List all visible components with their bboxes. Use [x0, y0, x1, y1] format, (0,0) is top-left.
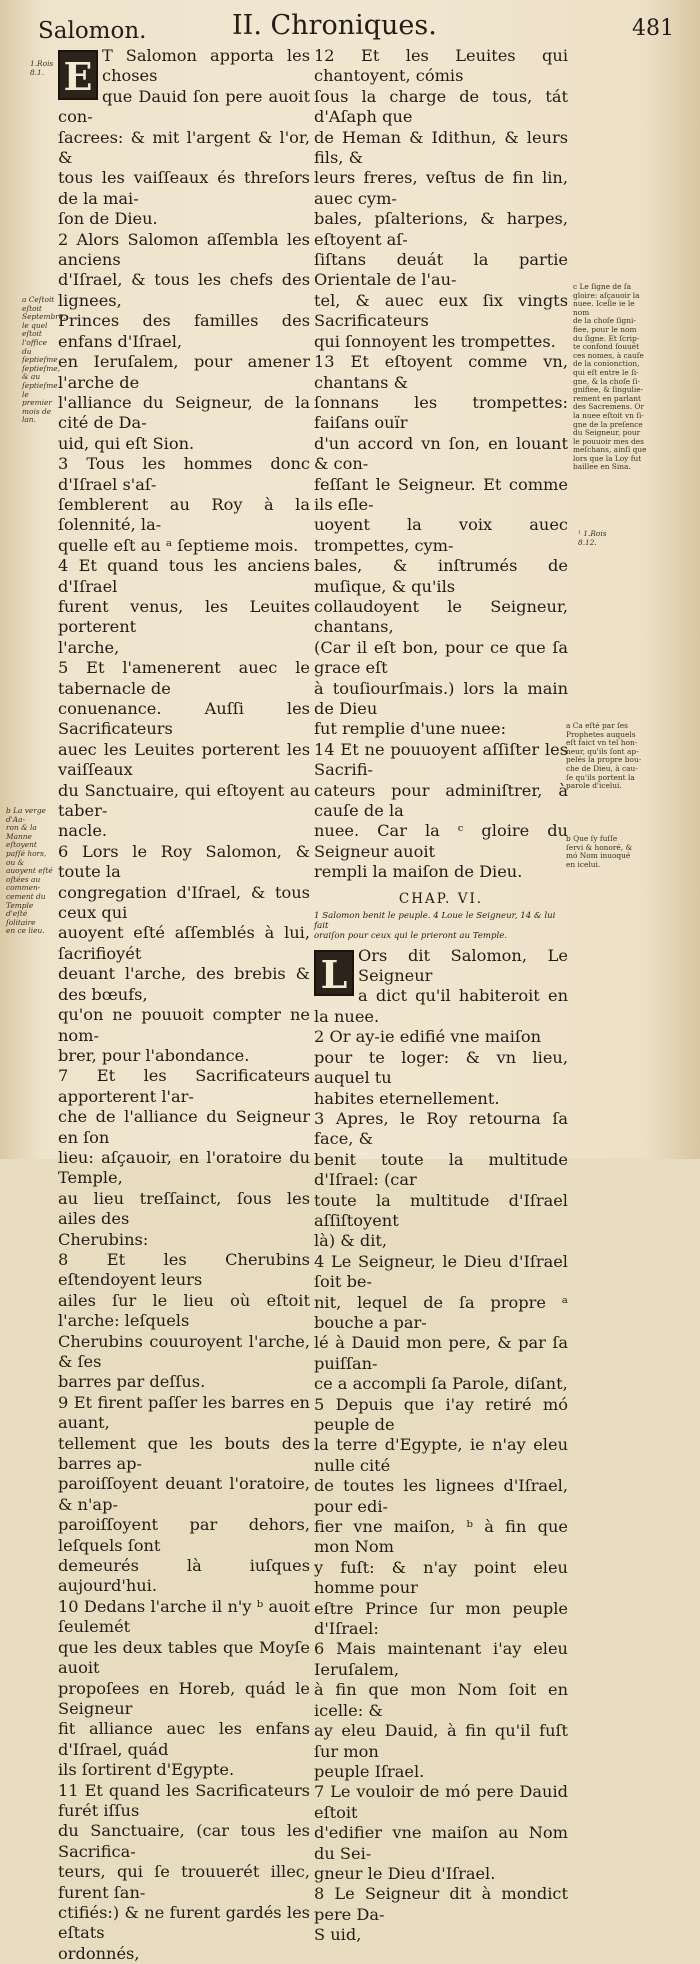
dropcap-ornament: L [314, 950, 354, 996]
margin-note-right-2: ¹ 1.Rois 8.12. [578, 529, 607, 547]
header-left-title: Salomon. [38, 18, 147, 44]
verse-paragraph: 9 Et firent paſſer les barres en auant, tellement que les bouts des barres ap- paroiſſoyent deuant l'oratoire, & n'ap- paroiſſoyent par dehors, leſquels ſont demeurés là iuſques aujourd'hui. [58, 1392, 310, 1596]
verse-paragraph: Ors dit Salomon, Le Seigneur a dict qu'il habiteroit en la nuee. [314, 945, 568, 1026]
verse-paragraph: 11 Et quand les Sacrificateurs furét iſſus du Sanctuaire, (car tous les Sacrifica- teurs, qui ſe trouuerét illec, furent ſan- ctifiés:) & ne furent gardés les eſtats ordonnés, [58, 1780, 310, 1963]
verse-paragraph: 10 Dedans l'arche il n'y ᵇ auoit ſeulemét que les deux tables que Moyſe auoit propoſees en Horeb, quád le Seigneur fit alliance auec les enfans d'Iſrael, quád ils ſortirent d'Egypte. [58, 1596, 310, 1780]
verse-paragraph: 3 Tous les hommes donc d'Iſrael s'aſ- ſemblerent au Roy à la ſolennité, la- quelle eſt au ᵃ ſeptieme mois. [58, 454, 310, 555]
right-column [314, 46, 568, 1946]
margin-note-right-3: a Ca eſté par ſes Prophetes auquels eſt faict vn tel hon- neur, qu'ils ſont ap- pelés la propre bou- che de Dieu, à cau- ſe qu'ils portent la parole d'icelui. [566, 721, 642, 791]
running-header [0, 8, 700, 44]
verse-paragraph: 14 Et ne pouuoyent aſſiſter les Sacrifi- cateurs pour adminiſtrer, à cauſe de la nuee. Car la ᶜ gloire du Seigneur auoit rempli la maiſon de Dieu. [314, 739, 568, 882]
verse-paragraph: 4 Le Seigneur, le Dieu d'Iſrael ſoit be- nit, lequel de ſa propre ᵃ bouche a par- lé à Dauid mon pere, & par ſa puiſſan- ce a accompli ſa Parole, diſant, [314, 1251, 568, 1394]
verse-paragraph: T Salomon apporta les choses que Dauid ſon pere auoit con- ſacrees: & mit l'argent & l'or, & tous les vaiſſeaux és threſors de la mai- ſon de Dieu. [58, 46, 310, 229]
verse-paragraph: 3 Apres, le Roy retourna ſa face, & benit toute la multitude d'Iſrael: (car toute la multitude d'Iſrael aſſiſtoyent là) & dit, [314, 1108, 568, 1251]
chapter-heading: CHAP. VI. [398, 890, 484, 907]
margin-note-left-2: a Ceſtoit eſtoit Septembre, le quel eſtoit l'office du ſeptieſme ſeptieſme, & au ſeptieſme le premier mois de lan. [22, 295, 66, 425]
verse-paragraph: 7 Et les Sacrificateurs apporterent l'ar- che de l'alliance du Seigneur en ſon lieu: aſçauoir, en l'oratoire du Temple, au lieu treſſainct, ſous les ailes des Cherubins: [58, 1066, 310, 1249]
verse-paragraph: 8 Et les Cherubins eſtendoyent leurs ailes ſur le lieu où eſtoit l'arche: leſquels Cherubins couuroyent l'arche, & ſes barres par deſſus. [58, 1249, 310, 1392]
verse-paragraph: 6 Lors le Roy Salomon, & toute la congregation d'Iſrael, & tous ceux qui auoyent eſté aſſemblés à lui, ſacrifioyét deuant l'arche, des brebis & des bœufs, qu'on ne pouuoit compter ne nom- brer, pour l'abondance. [58, 841, 310, 1065]
verse-paragraph: 7 Le vouloir de mó pere Dauid eſtoit d'edifier vne maiſon au Nom du Sei- gneur le Dieu d'Iſrael. [314, 1782, 568, 1883]
verse-paragraph: 4 Et quand tous les anciens d'Iſrael furent venus, les Leuites porterent l'arche, [58, 556, 310, 657]
verse-paragraph: 13 Et eſtoyent comme vn, chantans & ſonnans les trompettes: faiſans ouïr d'un accord vn ſon, en louant & con- feſſant le Seigneur. Et comme ils eſle- uoyent la voix auec trompettes, cym- bales, & inſtrumés de muſique, & qu'ils collaudoyent le Seigneur, chantans, (Car il eſt bon, pour ce que ſa grace eſt à touſiourſmais.) lors la main de Dieu fut remplie d'une nuee: [314, 352, 568, 739]
dropcap-ornament: E [58, 50, 98, 100]
margin-note-right-4: b Que ſy fuſſe ſervi & honoré, & mó Nom inuoqué en icelui. [566, 834, 633, 869]
margin-note-left-1: 1.Rois 8.1. [30, 59, 54, 77]
margin-note-left-3: b La verge d'Aa- ron & la Manne eſtoyent paſſé hors, ou & auoyent eſté oſtées au commen- cement du Temple d'eſté ſolitaire en ce lieu. [6, 806, 53, 936]
verse-paragraph: 5 Depuis que i'ay retiré mó peuple de la terre d'Egypte, ie n'ay eleu nulle cité de toutes les lignees d'Iſrael, pour edi- fier vne maiſon, ᵇ à fin que mon Nom y fuſt: & n'ay point eleu homme pour eſtre Prince ſur mon peuple d'Iſrael: [314, 1394, 568, 1639]
verse-paragraph: 5 Et l'amenerent auec le tabernacle de conuenance. Auſſi les Sacrificateurs auec les Leuites porterent les vaiſſeaux du Sanctuaire, qui eſtoyent au taber- nacle. [58, 658, 310, 841]
verse-paragraph: 2 Or ay-ie edifié vne maiſon pour te loger: & vn lieu, auquel tu habites eternellement. [314, 1027, 568, 1108]
page-number: 481 [632, 16, 674, 41]
verse-paragraph: 8 Le Seigneur dit à mondict pere Da- S uid, [314, 1884, 568, 1945]
verse-paragraph: 6 Mais maintenant i'ay eleu Ieruſalem, à fin que mon Nom ſoit en icelle: & ay eleu Dauid, à fin qu'il fuſt ſur mon peuple Iſrael. [314, 1639, 568, 1781]
left-column [58, 46, 310, 1964]
verse-paragraph: 2 Alors Salomon aſſembla les anciens d'Iſrael, & tous les chefs des lignees, Princes des familles des enfans d'Iſrael, en Ieruſalem, pour amener l'arche de l'alliance du Seigneur, de la cité de Da- uid, qui eſt Sion. [58, 229, 310, 453]
chapter-summary: 1 Salomon benit le peuple. 4 Loue le Seigneur, 14 & lui fait oraiſon pour ceux qui le prieront au Temple. [314, 911, 556, 942]
verse-paragraph: 12 Et les Leuites qui chantoyent, cómis ſous la charge de tous, tát d'Aſaph que de Heman & Idithun, & leurs fils, & leurs freres, veſtus de fin lin, auec cym- bales, pſalterions, & harpes, eſtoyent aſ- ſiſtans deuát la partie Orientale de l'au- tel, & auec eux ſix vingts Sacrificateurs qui ſonnoyent les trompettes. [314, 46, 568, 351]
margin-note-right-1: c Le ſigne de ſa gloire: aſçauoir la nuee. Icelle ie le nom de la choſe ſigni- fiee, pour le nom du ſigne. Et ſcrip- te confond ſouuét ces nomes, à cauſe de la conionction, qui eſt entre le ſi- gne, & la choſe ſi- gnifiee, & ſingulie- rement en parlant des Sacremens. Or la nuee eſtoit vn ſi- gne de la preſence du Seigneur, pour le pouuoir mes des meſchans, ainſi que lors que la Loy fut baillee en Sina. [573, 282, 647, 472]
header-book-title: II. Chroniques. [232, 10, 437, 41]
